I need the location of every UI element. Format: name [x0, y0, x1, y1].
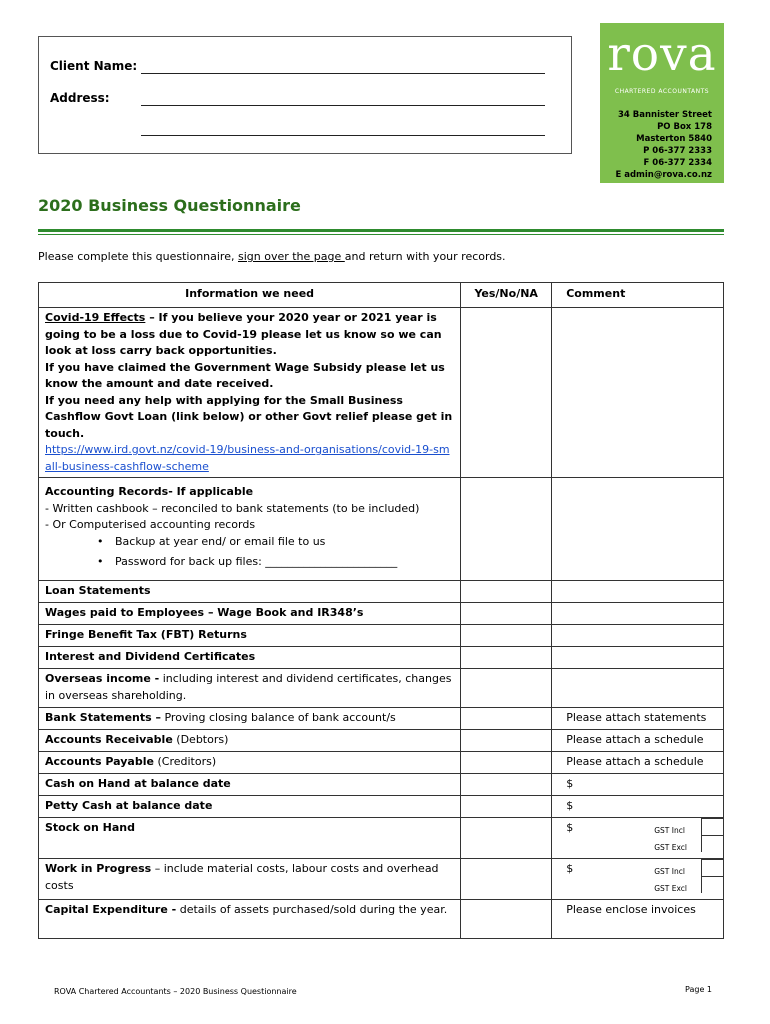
covid-text-2: If you have claimed the Government Wage Subsidy please let us know the amount and date received.: [45, 360, 445, 390]
capex-answer-cell[interactable]: [461, 900, 552, 939]
logo-fax-line: F 06-377 2334: [643, 158, 712, 168]
header-information: Information we need: [39, 283, 461, 308]
row-label-bold: Bank Statements –: [45, 711, 161, 724]
row-label-bold: Cash on Hand at balance date: [45, 777, 231, 790]
accounting-line-2: - Or Computerised accounting records: [45, 518, 256, 531]
address-label: Address:: [50, 91, 110, 105]
wip-answer-cell[interactable]: [461, 859, 552, 900]
title-rule-thick: [38, 229, 724, 232]
table-row: [39, 669, 724, 708]
stock-comment-cell[interactable]: [552, 818, 724, 859]
row-label-bold: Loan Statements: [45, 584, 151, 597]
wip-gst-excl-label: GST Excl: [654, 884, 688, 893]
table-row: [39, 774, 724, 796]
logo-wordmark: rova: [607, 27, 717, 82]
stock-gst-block: [566, 820, 717, 856]
accounting-heading: Accounting Records- If applicable: [45, 485, 254, 498]
stock-label-bold: Stock on Hand: [45, 821, 135, 834]
stock-gst-excl-box[interactable]: [701, 835, 723, 852]
table-row: [39, 796, 724, 818]
wip-gst-block: [566, 861, 717, 897]
capex-label: [39, 900, 461, 939]
address-line-1[interactable]: [141, 104, 545, 106]
row-answer-cell[interactable]: [461, 752, 552, 774]
table-row-capex: [39, 900, 724, 939]
row-label-bold: Fringe Benefit Tax (FBT) Returns: [45, 628, 247, 641]
row-label: [39, 708, 461, 730]
table-row: [39, 581, 724, 603]
row-answer-cell[interactable]: [461, 708, 552, 730]
rova-logo: [600, 23, 724, 183]
row-label-rest: (Debtors): [172, 733, 229, 746]
logo-phone-line: P 06-377 2333: [643, 146, 712, 156]
footer-left: ROVA Chartered Accountants – 2020 Business Questionnaire: [54, 987, 297, 996]
row-answer-cell[interactable]: [461, 603, 552, 625]
stock-dollar: $: [566, 821, 574, 834]
table-header-row: [39, 283, 724, 308]
header-yes-no-na: Yes/No/NA: [461, 283, 552, 308]
row-comment-cell[interactable]: [552, 581, 724, 603]
intro-underlined: sign over the page: [237, 250, 345, 263]
stock-label: [39, 818, 461, 859]
row-answer-cell[interactable]: [461, 647, 552, 669]
row-label-bold: Overseas income -: [45, 672, 160, 685]
intro-text: [38, 250, 506, 263]
covid-answer-cell[interactable]: [461, 308, 552, 478]
logo-subtitle: CHARTERED ACCOUNTANTS: [614, 88, 710, 95]
table-row: [39, 647, 724, 669]
wip-gst-excl-box[interactable]: [701, 876, 723, 893]
row-label-bold: Accounts Receivable: [45, 733, 173, 746]
row-comment-cell[interactable]: $: [552, 774, 724, 796]
logo-city-line: Masterton 5840: [636, 134, 712, 144]
header-comment: Comment: [552, 283, 724, 308]
accounting-cell: [39, 478, 461, 581]
wip-gst-incl-label: GST Incl: [654, 867, 685, 876]
capex-label-bold: Capital Expenditure -: [45, 903, 177, 916]
wip-label-rest: – include material costs, labour costs and overhead costs: [45, 862, 439, 892]
row-label-rest: including interest and dividend certificates, changes in overseas shareholding.: [45, 672, 452, 702]
row-label-bold: Interest and Dividend Certificates: [45, 650, 256, 663]
questionnaire-table: [38, 282, 724, 939]
covid-link[interactable]: https://www.ird.govt.nz/covid-19/business-and-organisations/covid-19-small-business-cashflow-scheme: [45, 443, 450, 473]
covid-text-3: If you need any help with applying for the Small Business Cashflow Govt Loan (link below) or other Govt relief please get in touch.: [45, 393, 453, 440]
row-answer-cell[interactable]: [461, 796, 552, 818]
stock-gst-incl-box[interactable]: [701, 818, 723, 835]
row-comment-cell[interactable]: Please attach statements: [552, 708, 724, 730]
row-comment-cell[interactable]: Please attach a schedule: [552, 752, 724, 774]
row-label: [39, 625, 461, 647]
stock-gst-excl-label: GST Excl: [654, 843, 688, 852]
table-row-stock: [39, 818, 724, 859]
logo-address-line: 34 Bannister Street: [617, 110, 712, 120]
covid-heading: Covid-19 Effects: [45, 311, 146, 324]
stock-gst-incl-label: GST Incl: [654, 826, 685, 835]
row-comment-cell[interactable]: [552, 625, 724, 647]
footer-page-number: Page 1: [685, 985, 712, 994]
accounting-comment-cell[interactable]: [552, 478, 724, 581]
table-row: [39, 625, 724, 647]
table-row-wip: [39, 859, 724, 900]
wip-dollar: $: [566, 862, 574, 875]
row-label: [39, 669, 461, 708]
intro-after: and return with your records.: [344, 250, 506, 263]
wip-comment-cell[interactable]: [552, 859, 724, 900]
accounting-bullet-2: • Password for back up files: ________________________: [45, 554, 454, 571]
table-row: [39, 603, 724, 625]
row-label-bold: Petty Cash at balance date: [45, 799, 213, 812]
wip-label-bold: Work in Progress: [45, 862, 152, 875]
logo-email-line: E admin@rova.co.nz: [615, 170, 712, 180]
row-label-bold: Accounts Payable: [45, 755, 154, 768]
row-label: [39, 774, 461, 796]
row-label: [39, 603, 461, 625]
table-row: [39, 708, 724, 730]
row-comment-cell[interactable]: [552, 603, 724, 625]
covid-text-1: – If you believe your 2020 year or 2021 year is going to be a loss due to Covid-19 please let us know so we can look at loss carry back opportunities.: [45, 311, 442, 357]
row-comment-cell[interactable]: [552, 669, 724, 708]
wip-gst-incl-box[interactable]: [701, 859, 723, 876]
title-rule-thin: [38, 234, 724, 235]
client-details-box: [38, 36, 572, 154]
address-line-2[interactable]: [141, 134, 545, 136]
row-label: [39, 796, 461, 818]
row-comment-cell[interactable]: Please attach a schedule: [552, 730, 724, 752]
table-row: [39, 752, 724, 774]
row-label: [39, 730, 461, 752]
wip-label: [39, 859, 461, 900]
row-label-rest: (Creditors): [153, 755, 217, 768]
accounting-answer-cell[interactable]: [461, 478, 552, 581]
capex-comment-cell[interactable]: Please enclose invoices: [552, 900, 724, 939]
row-answer-cell[interactable]: [461, 730, 552, 752]
row-label-rest: Proving closing balance of bank account/s: [161, 711, 396, 724]
row-label: [39, 581, 461, 603]
row-label-bold: Wages paid to Employees – Wage Book and IR348’s: [45, 606, 364, 619]
table-row-accounting: [39, 478, 724, 581]
table-row-covid: [39, 308, 724, 478]
row-label: [39, 647, 461, 669]
table-row: [39, 730, 724, 752]
row-answer-cell[interactable]: [461, 669, 552, 708]
row-answer-cell[interactable]: [461, 581, 552, 603]
accounting-bullet-1: • Backup at year end/ or email file to us: [45, 534, 454, 551]
page-title: 2020 Business Questionnaire: [38, 196, 301, 215]
client-name-label: Client Name:: [50, 59, 138, 73]
covid-comment-cell[interactable]: [552, 308, 724, 478]
client-name-line[interactable]: [141, 72, 545, 74]
stock-answer-cell[interactable]: [461, 818, 552, 859]
intro-before: Please complete this questionnaire,: [38, 250, 238, 263]
capex-label-rest: details of assets purchased/sold during the year.: [176, 903, 448, 916]
row-comment-cell[interactable]: $: [552, 796, 724, 818]
row-label: [39, 752, 461, 774]
row-comment-cell[interactable]: [552, 647, 724, 669]
row-answer-cell[interactable]: [461, 625, 552, 647]
accounting-line-1: - Written cashbook – reconciled to bank statements (to be included): [45, 501, 420, 515]
row-answer-cell[interactable]: [461, 774, 552, 796]
covid-cell: [39, 308, 461, 478]
logo-pobox-line: PO Box 178: [657, 122, 712, 132]
